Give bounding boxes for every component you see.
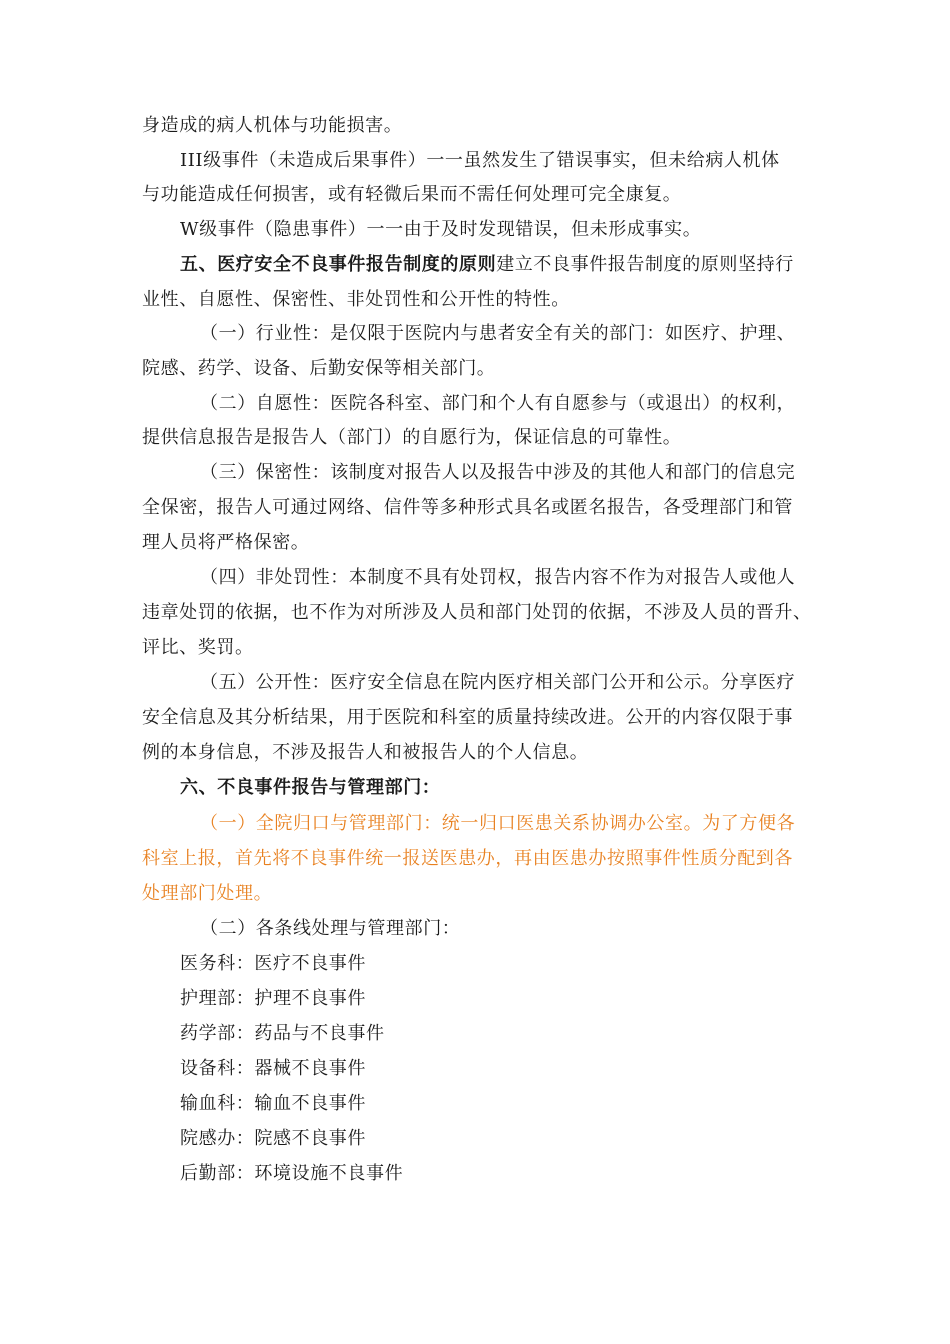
department-item: 医务科：医疗不良事件 xyxy=(180,953,366,974)
item-line: 理人员将严格保密。 xyxy=(142,532,310,553)
item-line: 全保密，报告人可通过网络、信件等多种形式具名或匿名报告，各受理部门和管 xyxy=(142,497,793,518)
item-line: （三）保密性：该制度对报告人以及报告中涉及的其他人和部门的信息完 xyxy=(200,462,796,483)
paragraph-line: 身造成的病人机体与功能损害。 xyxy=(142,115,403,136)
item-line: 安全信息及其分析结果，用于医院和科室的质量持续改进。公开的内容仅限于事 xyxy=(142,707,793,728)
department-item: 后勤部：环境设施不良事件 xyxy=(180,1163,404,1184)
paragraph-line: 业性、自愿性、保密性、非处罚性和公开性的特性。 xyxy=(142,289,570,310)
paragraph-line: W级事件（隐患事件）一一由于及时发现错误，但未形成事实。 xyxy=(180,219,702,240)
item-line: 评比、奖罚。 xyxy=(142,637,254,658)
section-heading-5-text: 建立不良事件报告制度的原则坚持行 xyxy=(496,254,794,275)
item-line: （五）公开性：医疗安全信息在院内医疗相关部门公开和公示。分享医疗 xyxy=(200,672,796,693)
department-item: 护理部：护理不良事件 xyxy=(180,988,366,1009)
section-heading-5-title: 五、医疗安全不良事件报告制度的原则 xyxy=(180,254,497,275)
highlight-line: （一）全院归口与管理部门：统一归口医患关系协调办公室。为了方便各 xyxy=(200,813,796,834)
section-heading-6: 六、不良事件报告与管理部门： xyxy=(180,777,441,798)
paragraph-line: 与功能造成任何损害，或有轻微后果而不需任何处理可完全康复。 xyxy=(142,184,682,205)
department-item: 输血科：输血不良事件 xyxy=(180,1093,366,1114)
section-heading-5 xyxy=(180,253,794,277)
item-line: 院感、药学、设备、后勤安保等相关部门。 xyxy=(142,358,496,379)
item-line: （二）自愿性：医院各科室、部门和个人有自愿参与（或退出）的权利， xyxy=(200,393,796,414)
item-line: 提供信息报告是报告人（部门）的自愿行为，保证信息的可靠性。 xyxy=(142,427,682,448)
item-line: （一）行业性：是仅限于医院内与患者安全有关的部门：如医疗、护理、 xyxy=(200,323,796,344)
highlight-line: 科室上报，首先将不良事件统一报送医患办，再由医患办按照事件性质分配到各 xyxy=(142,848,793,869)
department-item: 药学部：药品与不良事件 xyxy=(180,1023,385,1044)
subsection-heading: （二）各条线处理与管理部门： xyxy=(200,918,461,939)
highlight-line: 处理部门处理。 xyxy=(142,883,273,904)
item-line: 违章处罚的依据，也不作为对所涉及人员和部门处罚的依据，不涉及人员的晋升、 xyxy=(142,602,812,623)
department-item: 院感办：院感不良事件 xyxy=(180,1128,366,1149)
item-line: 例的本身信息，不涉及报告人和被报告人的个人信息。 xyxy=(142,742,589,763)
department-item: 设备科：器械不良事件 xyxy=(180,1058,366,1079)
paragraph-line: III级事件（未造成后果事件）一一虽然发生了错误事实，但未给病人机体 xyxy=(180,150,780,171)
item-line: （四）非处罚性：本制度不具有处罚权，报告内容不作为对报告人或他人 xyxy=(200,567,796,588)
